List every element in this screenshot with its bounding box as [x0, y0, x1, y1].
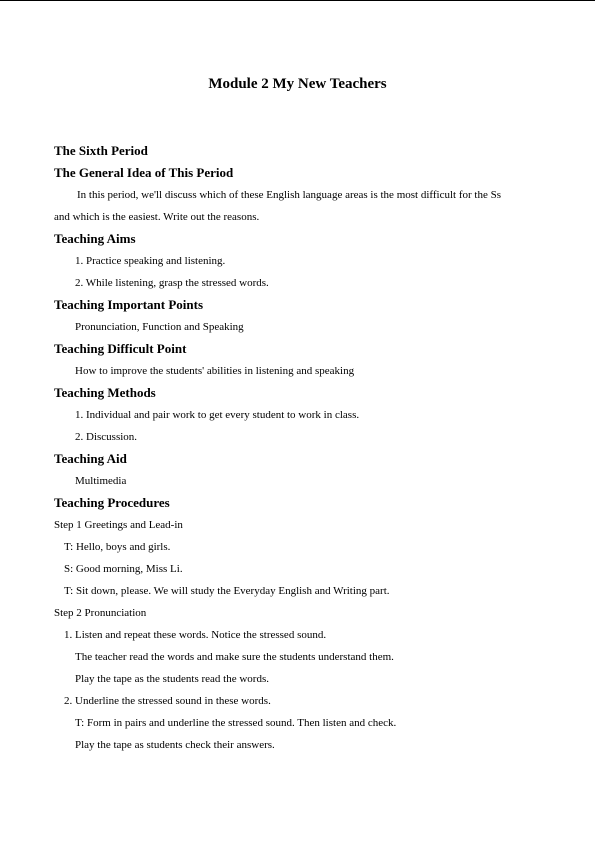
task-title: 1. Listen and repeat these words. Notice the stressed sound.: [64, 629, 327, 641]
task-note: Play the tape as students check their answers.: [75, 739, 275, 751]
document-body: [0, 140, 595, 756]
general-idea-heading: The General Idea of This Period: [54, 165, 234, 180]
dialogue-line: T: Sit down, please. We will study the Everyday English and Writing part.: [64, 585, 390, 597]
step2-title: Step 2 Pronunciation: [54, 607, 147, 619]
methods-item: 1. Individual and pair work to get every student to work in class.: [75, 409, 360, 421]
step1-title: Step 1 Greetings and Lead-in: [54, 519, 183, 531]
task-note: T: Form in pairs and underline the stressed sound. Then listen and check.: [75, 717, 397, 729]
general-idea-line: and which is the easiest. Write out the reasons.: [54, 211, 260, 223]
difficult-point-text: How to improve the students' abilities in listening and speaking: [75, 365, 355, 377]
important-points-heading: Teaching Important Points: [54, 297, 204, 312]
methods-item: 2. Discussion.: [75, 431, 138, 443]
task-note: Play the tape as the students read the words.: [75, 673, 269, 685]
period-heading: The Sixth Period: [54, 143, 148, 158]
difficult-point-heading: Teaching Difficult Point: [54, 341, 187, 356]
methods-heading: Teaching Methods: [54, 385, 156, 400]
aid-heading: Teaching Aid: [54, 451, 127, 466]
top-rule: [0, 0, 595, 1]
task-note: The teacher read the words and make sure the students understand them.: [75, 651, 394, 663]
important-points-text: Pronunciation, Function and Speaking: [75, 321, 244, 333]
procedures-heading: Teaching Procedures: [54, 495, 170, 510]
document-title: Module 2 My New Teachers: [208, 76, 387, 92]
aims-heading: Teaching Aims: [54, 231, 136, 246]
dialogue-line: T: Hello, boys and girls.: [64, 541, 171, 553]
general-idea-line: In this period, we'll discuss which of these English language areas is the most difficult for the Ss: [77, 189, 501, 201]
aims-item: 1. Practice speaking and listening.: [75, 255, 226, 267]
dialogue-line: S: Good morning, Miss Li.: [64, 563, 183, 575]
task-title: 2. Underline the stressed sound in these words.: [64, 695, 271, 707]
aid-text: Multimedia: [75, 475, 127, 487]
aims-item: 2. While listening, grasp the stressed words.: [75, 277, 269, 289]
